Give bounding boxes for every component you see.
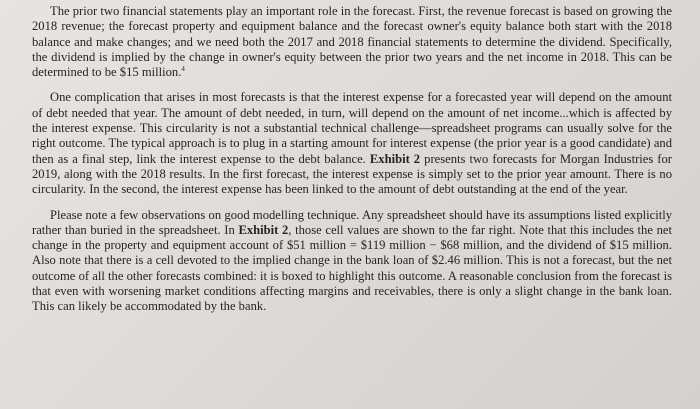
paragraph-text: Please note a few observations on good modelling technique. Any spreadsheet should have its assumptions listed explicitly rather than buried in the spreadsheet. In — [32, 207, 672, 237]
paragraph-text: presents two forecasts for Morgan Industries for 2019, along with the 2018 results. In the first forecast, the interest expense is simply set to the prior year amount. There is no circularity. In the second, the interest expense has been linked to the amount of debt outstanding at the end of the year. — [32, 151, 672, 197]
paragraph-forecast-basis — [32, 4, 672, 80]
footnote-reference: 4 — [181, 65, 185, 73]
exhibit-reference: Exhibit 2 — [238, 222, 289, 237]
paragraph-circularity — [32, 90, 672, 197]
exhibit-reference: Exhibit 2 — [369, 151, 421, 166]
paragraph-text: The prior two financial statements play an important role in the forecast. First, the revenue forecast is based on growing the 2018 revenue; the forecast property and equipment balance and the forecast owner's equity balance both start with the 2018 balance and make changes; and we need both the 2017 and 2018 financial statements to determine the dividend. Specifically, the dividend is implied by the change in owner's equity between the prior two years and the net income in 2018. This can be determined to be $15 million. — [32, 4, 672, 80]
paragraph-text: , those cell values are shown to the far right. Note that this includes the net change in the property and equipment account of $51 million = $119 million − $68 million, and the dividend of $15 million. Also note that there is a cell devoted to the implied change in the bank loan of $2.46 million. This is not a forecast, but the net outcome of all the other forecasts combined: it is boxed to highlight this outcome. A reasonable conclusion from the forecast is that even with worsening market conditions affecting margins and receivables, there is only a slight change in the bank loan. This can likely be accommodated by the bank. — [32, 222, 672, 314]
paragraph-text: One complication that arises in most forecasts is that the interest expense for a forecasted year will depend on the amount of debt needed that year. The amount of debt needed, in turn, will depend on the amount of net income...which is affected by the interest expense. This circularity is not a substantial technical challenge—spreadsheet programs can usually solve for the right outcome. The typical approach is to plug in a starting amount for interest expense (the prior year is a good candidate) and then as a final step, link the interest expense to the debt balance. — [32, 90, 672, 166]
paragraph-modelling-technique — [32, 208, 672, 315]
